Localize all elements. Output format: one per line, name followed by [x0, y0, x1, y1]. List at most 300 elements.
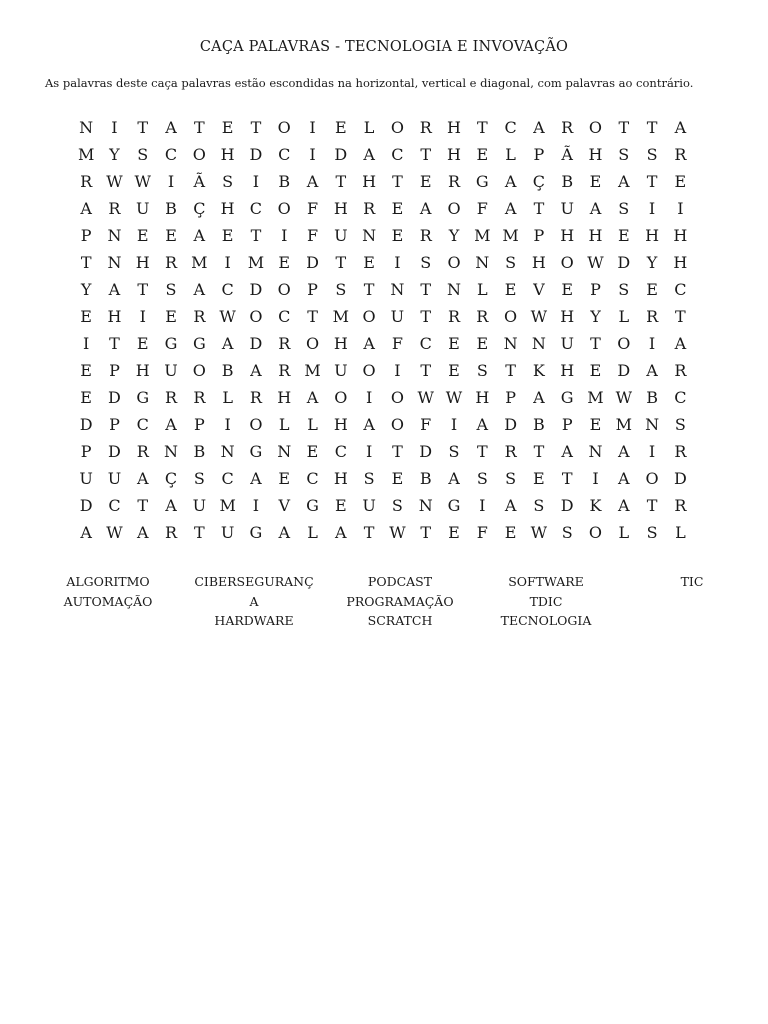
word-list-item: CIBERSEGURANÇ	[194, 574, 314, 589]
grid-letter: A	[165, 118, 177, 137]
grid-letter: I	[224, 253, 231, 272]
grid-letter: E	[221, 226, 234, 245]
grid-letter: U	[560, 199, 574, 218]
grid-letter: R	[447, 172, 461, 191]
grid-letter: D	[108, 442, 121, 461]
grid-letter: T	[194, 523, 205, 542]
grid-letter: S	[618, 145, 630, 164]
grid-letter: S	[674, 415, 686, 434]
grid-letter: C	[391, 145, 404, 164]
grid-letter: A	[618, 442, 630, 461]
grid-letter: E	[674, 172, 687, 191]
grid-letter: O	[192, 145, 206, 164]
grid-letter: A	[250, 469, 262, 488]
grid-letter: E	[278, 469, 291, 488]
grid-letter: D	[79, 415, 93, 434]
grid-letter: I	[252, 496, 260, 515]
grid-letter: E	[136, 334, 149, 353]
grid-letter: Ç	[193, 199, 206, 218]
grid-letter: I	[648, 199, 656, 218]
grid-letter: A	[618, 496, 630, 515]
grid-letter: E	[589, 172, 602, 191]
grid-letter: R	[165, 253, 178, 272]
grid-letter: S	[137, 145, 149, 164]
grid-letter: O	[390, 415, 404, 434]
grid-letter: E	[448, 361, 460, 380]
grid-letter: T	[137, 280, 149, 299]
word-list-item: AUTOMAÇÃO	[63, 593, 153, 609]
word-list-item: HARDWARE	[214, 613, 294, 628]
page-title: CAÇA PALAVRAS - TECNOLOGIA E INVOVAÇÃO	[199, 39, 569, 55]
grid-letter: I	[224, 415, 231, 434]
grid-letter: T	[250, 226, 262, 245]
word-list-item: TECNOLOGIA	[500, 613, 592, 628]
grid-letter: U	[107, 469, 122, 488]
grid-letter: L	[675, 523, 686, 542]
grid-letter: E	[136, 226, 149, 245]
grid-letter: E	[617, 226, 630, 245]
word-list-item: PROGRAMAÇÃO	[346, 593, 454, 609]
grid-letter: U	[334, 361, 348, 380]
grid-letter: A	[618, 469, 630, 488]
word-list-item: A	[249, 593, 259, 609]
grid-letter: A	[80, 523, 92, 542]
grid-letter: R	[165, 523, 178, 542]
grid-letter: S	[476, 469, 488, 488]
grid-letter: E	[221, 118, 234, 137]
grid-letter: G	[475, 172, 489, 191]
grid-letter: T	[250, 118, 262, 137]
grid-letter: D	[306, 253, 319, 272]
word-list-item: SCRATCH	[367, 613, 433, 628]
grid-letter: A	[448, 469, 460, 488]
grid-letter: H	[333, 415, 348, 434]
grid-letter: F	[306, 226, 319, 245]
grid-letter: P	[533, 226, 545, 245]
grid-letter: T	[363, 523, 375, 542]
grid-letter: W	[587, 253, 604, 272]
grid-letter: S	[561, 523, 573, 542]
grid-letter: T	[646, 172, 658, 191]
grid-letter: S	[448, 442, 460, 461]
grid-letter: T	[618, 118, 630, 137]
grid-letter: D	[617, 253, 631, 272]
grid-letter: Y	[590, 307, 601, 326]
grid-letter: I	[592, 469, 599, 488]
grid-letter: M	[191, 253, 208, 272]
grid-letter: D	[334, 145, 348, 164]
grid-letter: H	[588, 145, 603, 164]
grid-letter: T	[80, 253, 92, 272]
grid-letter: T	[420, 361, 432, 380]
grid-letter: D	[419, 442, 433, 461]
grid-letter: R	[193, 307, 206, 326]
grid-letter: K	[589, 496, 602, 515]
grid-letter: N	[588, 442, 603, 461]
grid-letter: T	[675, 307, 686, 326]
grid-letter: D	[79, 496, 93, 515]
grid-letter: R	[108, 199, 121, 218]
grid-letter: O	[617, 334, 631, 353]
grid-letter: U	[79, 469, 93, 488]
grid-letter: G	[249, 442, 263, 461]
grid-letter: A	[80, 199, 92, 218]
grid-letter: F	[420, 415, 432, 434]
grid-letter: Ã	[561, 145, 573, 164]
grid-letter: O	[277, 280, 291, 299]
grid-letter: H	[673, 253, 688, 272]
grid-letter: M	[474, 226, 491, 245]
grid-letter: F	[476, 199, 488, 218]
grid-letter: S	[193, 469, 205, 488]
grid-letter: A	[136, 469, 149, 488]
grid-letter: P	[109, 361, 120, 380]
grid-letter: R	[447, 307, 461, 326]
grid-letter: I	[648, 442, 656, 461]
grid-letter: S	[618, 199, 630, 218]
grid-letter: I	[394, 253, 401, 272]
grid-letter: E	[589, 361, 602, 380]
grid-letter: P	[80, 226, 92, 245]
grid-letter: I	[82, 334, 90, 353]
grid-letter: C	[136, 415, 149, 434]
grid-letter: H	[107, 307, 122, 326]
grid-letter: T	[307, 307, 318, 326]
grid-letter: W	[417, 388, 434, 407]
grid-letter: A	[193, 226, 206, 245]
grid-letter: T	[363, 280, 375, 299]
grid-letter: T	[392, 442, 403, 461]
grid-letter: A	[306, 388, 319, 407]
grid-letter: C	[674, 388, 687, 407]
grid-letter: R	[419, 118, 432, 137]
grid-letter: S	[505, 253, 517, 272]
grid-letter: I	[139, 307, 146, 326]
grid-letter: D	[249, 334, 263, 353]
grid-letter: O	[277, 199, 291, 218]
grid-letter: W	[530, 523, 548, 542]
grid-letter: I	[479, 496, 486, 515]
grid-letter: E	[391, 469, 404, 488]
grid-letter: O	[390, 388, 404, 407]
grid-letter: E	[561, 280, 574, 299]
grid-letter: D	[617, 361, 631, 380]
grid-letter: N	[418, 496, 433, 515]
grid-letter: T	[420, 523, 432, 542]
grid-letter: A	[363, 334, 375, 353]
grid-letter: E	[589, 415, 602, 434]
grid-letter: H	[531, 253, 546, 272]
grid-letter: O	[277, 118, 291, 137]
grid-letter: E	[646, 280, 658, 299]
grid-letter: A	[193, 280, 206, 299]
word-list-item: TDIC	[529, 593, 563, 609]
grid-letter: E	[504, 280, 517, 299]
grid-letter: E	[476, 334, 489, 353]
grid-letter: M	[304, 361, 321, 380]
grid-letter: P	[193, 415, 205, 434]
grid-letter: B	[561, 172, 574, 191]
grid-letter: N	[79, 118, 94, 137]
grid-letter: O	[249, 415, 263, 434]
grid-letter: S	[420, 253, 432, 272]
grid-letter: O	[362, 307, 376, 326]
grid-letter: W	[106, 523, 123, 542]
grid-letter: A	[221, 334, 234, 353]
grid-letter: F	[476, 523, 488, 542]
grid-letter: R	[504, 442, 517, 461]
grid-letter: S	[618, 280, 630, 299]
grid-letter: H	[588, 226, 603, 245]
grid-letter: H	[220, 199, 235, 218]
grid-letter: W	[106, 172, 123, 191]
grid-letter: Y	[448, 226, 460, 245]
grid-letter: M	[77, 145, 95, 164]
grid-letter: N	[645, 415, 660, 434]
grid-letter: E	[363, 253, 375, 272]
grid-letter: A	[533, 388, 545, 407]
grid-letter: I	[365, 442, 373, 461]
grid-letter: S	[363, 469, 375, 488]
grid-letter: W	[615, 388, 633, 407]
grid-letter: H	[447, 145, 461, 164]
grid-letter: I	[394, 361, 401, 380]
grid-letter: C	[674, 280, 687, 299]
grid-letter: G	[192, 334, 206, 353]
grid-letter: F	[306, 199, 319, 218]
grid-letter: W	[530, 307, 548, 326]
grid-letter: A	[618, 172, 630, 191]
grid-letter: H	[673, 226, 688, 245]
grid-letter: B	[221, 361, 234, 380]
grid-letter: R	[419, 226, 432, 245]
grid-letter: H	[560, 307, 575, 326]
grid-letter: U	[164, 361, 178, 380]
grid-letter: A	[165, 415, 177, 434]
grid-letter: I	[677, 199, 684, 218]
grid-letter: T	[420, 280, 432, 299]
grid-letter: E	[334, 118, 347, 137]
grid-letter: R	[193, 388, 206, 407]
grid-letter: E	[165, 226, 177, 245]
grid-letter: A	[674, 334, 687, 353]
grid-letter: T	[420, 307, 432, 326]
grid-letter: A	[589, 199, 602, 218]
grid-letter: O	[192, 361, 206, 380]
grid-letter: T	[505, 361, 516, 380]
grid-letter: Ç	[164, 469, 178, 488]
grid-letter: B	[193, 442, 206, 461]
grid-letter: M	[332, 307, 350, 326]
grid-letter: R	[278, 334, 291, 353]
grid-letter: G	[136, 388, 150, 407]
grid-letter: T	[646, 496, 658, 515]
grid-letter: A	[136, 523, 149, 542]
grid-letter: T	[335, 172, 347, 191]
grid-letter: U	[136, 199, 150, 218]
grid-letter: K	[532, 361, 545, 380]
grid-letter: F	[391, 334, 403, 353]
grid-letter: Y	[646, 253, 658, 272]
grid-letter: N	[390, 280, 405, 299]
grid-letter: A	[250, 361, 262, 380]
grid-letter: R	[80, 172, 93, 191]
grid-letter: N	[503, 334, 518, 353]
grid-letter: M	[219, 496, 236, 515]
grid-letter: G	[560, 388, 574, 407]
grid-letter: E	[278, 253, 291, 272]
grid-letter: O	[588, 523, 603, 542]
grid-letter: O	[504, 307, 518, 326]
grid-letter: E	[80, 388, 92, 407]
grid-letter: L	[222, 388, 233, 407]
word-list	[35, 572, 765, 631]
grid-letter: S	[533, 496, 545, 515]
grid-letter: A	[306, 172, 319, 191]
grid-letter: D	[673, 469, 687, 488]
grid-letter: P	[533, 145, 545, 164]
grid-letter: S	[646, 145, 658, 164]
grid-letter: T	[392, 172, 403, 191]
grid-letter: H	[560, 361, 575, 380]
grid-letter: G	[249, 523, 263, 542]
grid-letter: I	[648, 334, 656, 353]
grid-letter: R	[674, 145, 687, 164]
grid-letter: W	[219, 307, 236, 326]
grid-letter: G	[306, 496, 319, 515]
grid-letter: L	[307, 415, 318, 434]
grid-letter: T	[590, 334, 601, 353]
grid-letter: T	[194, 118, 205, 137]
grid-letter: M	[615, 415, 632, 434]
grid-letter: N	[362, 226, 377, 245]
grid-letter: E	[391, 199, 404, 218]
grid-letter: R	[674, 496, 687, 515]
grid-letter: L	[278, 415, 290, 434]
grid-letter: R	[561, 118, 574, 137]
grid-letter: B	[646, 388, 658, 407]
word-list-item: TIC	[680, 574, 704, 589]
grid-letter: Y	[109, 145, 120, 164]
grid-letter: P	[109, 415, 120, 434]
grid-letter: C	[504, 118, 517, 137]
grid-letter: A	[674, 118, 687, 137]
grid-letter: A	[646, 361, 658, 380]
grid-letter: B	[165, 199, 177, 218]
grid-letter: A	[561, 442, 573, 461]
grid-letter: Y	[80, 280, 92, 299]
grid-letter: E	[504, 523, 517, 542]
grid-letter: C	[278, 307, 291, 326]
grid-letter: U	[220, 523, 235, 542]
grid-letter: T	[137, 496, 149, 515]
grid-letter: H	[333, 469, 348, 488]
grid-letter: U	[390, 307, 405, 326]
grid-letter: O	[249, 307, 263, 326]
grid-letter: N	[531, 334, 546, 353]
grid-letter: D	[249, 145, 263, 164]
word-list-column	[327, 572, 473, 631]
grid-letter: T	[646, 118, 658, 137]
grid-letter: N	[447, 280, 461, 299]
grid-letter: O	[390, 118, 404, 137]
grid-letter: P	[590, 280, 601, 299]
word-list-item: PODCAST	[367, 574, 433, 589]
grid-letter: T	[420, 145, 432, 164]
grid-letter: S	[505, 469, 517, 488]
grid-letter: P	[561, 415, 573, 434]
grid-letter: H	[277, 388, 292, 407]
grid-letter: A	[504, 199, 517, 218]
grid-letter: H	[333, 334, 348, 353]
grid-letter: T	[137, 118, 149, 137]
grid-letter: E	[419, 172, 432, 191]
grid-letter: C	[221, 469, 234, 488]
grid-letter: R	[136, 442, 149, 461]
grid-letter: H	[135, 361, 150, 380]
grid-letter: L	[505, 145, 516, 164]
grid-letter: O	[560, 253, 574, 272]
grid-letter: A	[504, 496, 517, 515]
grid-letter: T	[335, 253, 347, 272]
grid-letter: N	[475, 253, 490, 272]
grid-letter: E	[80, 307, 92, 326]
grid-letter: T	[476, 442, 488, 461]
grid-letter: P	[505, 388, 516, 407]
grid-letter: S	[391, 496, 403, 515]
grid-letter: O	[588, 118, 603, 137]
grid-letter: E	[448, 523, 460, 542]
grid-letter: I	[309, 118, 316, 137]
word-search-grid	[72, 118, 695, 550]
grid-letter: C	[419, 334, 432, 353]
grid-letter: C	[221, 280, 234, 299]
grid-letter: R	[674, 361, 687, 380]
grid-letter: V	[533, 280, 545, 299]
grid-letter: Ã	[193, 172, 206, 191]
grid-letter: E	[165, 307, 177, 326]
grid-letter: R	[165, 388, 178, 407]
word-list-item: SOFTWARE	[508, 574, 584, 589]
grid-letter: A	[108, 280, 121, 299]
grid-letter: N	[107, 253, 122, 272]
grid-letter: H	[560, 226, 575, 245]
grid-letter: R	[476, 307, 489, 326]
grid-letter: O	[447, 253, 461, 272]
grid-letter: W	[134, 172, 151, 191]
grid-letter: O	[447, 199, 461, 218]
grid-letter: W	[389, 523, 406, 542]
grid-letter: V	[278, 496, 290, 515]
grid-letter: H	[333, 199, 348, 218]
grid-letter: L	[618, 307, 630, 326]
grid-letter: L	[363, 118, 375, 137]
grid-letter: D	[560, 496, 574, 515]
word-list-column	[473, 572, 619, 631]
grid-letter: A	[165, 496, 177, 515]
grid-letter: C	[108, 496, 121, 515]
grid-letter: H	[447, 118, 461, 137]
grid-letter: C	[249, 199, 263, 218]
grid-letter: E	[80, 361, 92, 380]
grid-letter: T	[561, 469, 573, 488]
word-list-column	[181, 572, 327, 631]
grid-letter: R	[674, 442, 687, 461]
grid-letter: C	[278, 145, 291, 164]
grid-letter: C	[334, 442, 347, 461]
grid-letter: P	[307, 280, 318, 299]
word-list-item: ALGORITMO	[66, 574, 150, 589]
